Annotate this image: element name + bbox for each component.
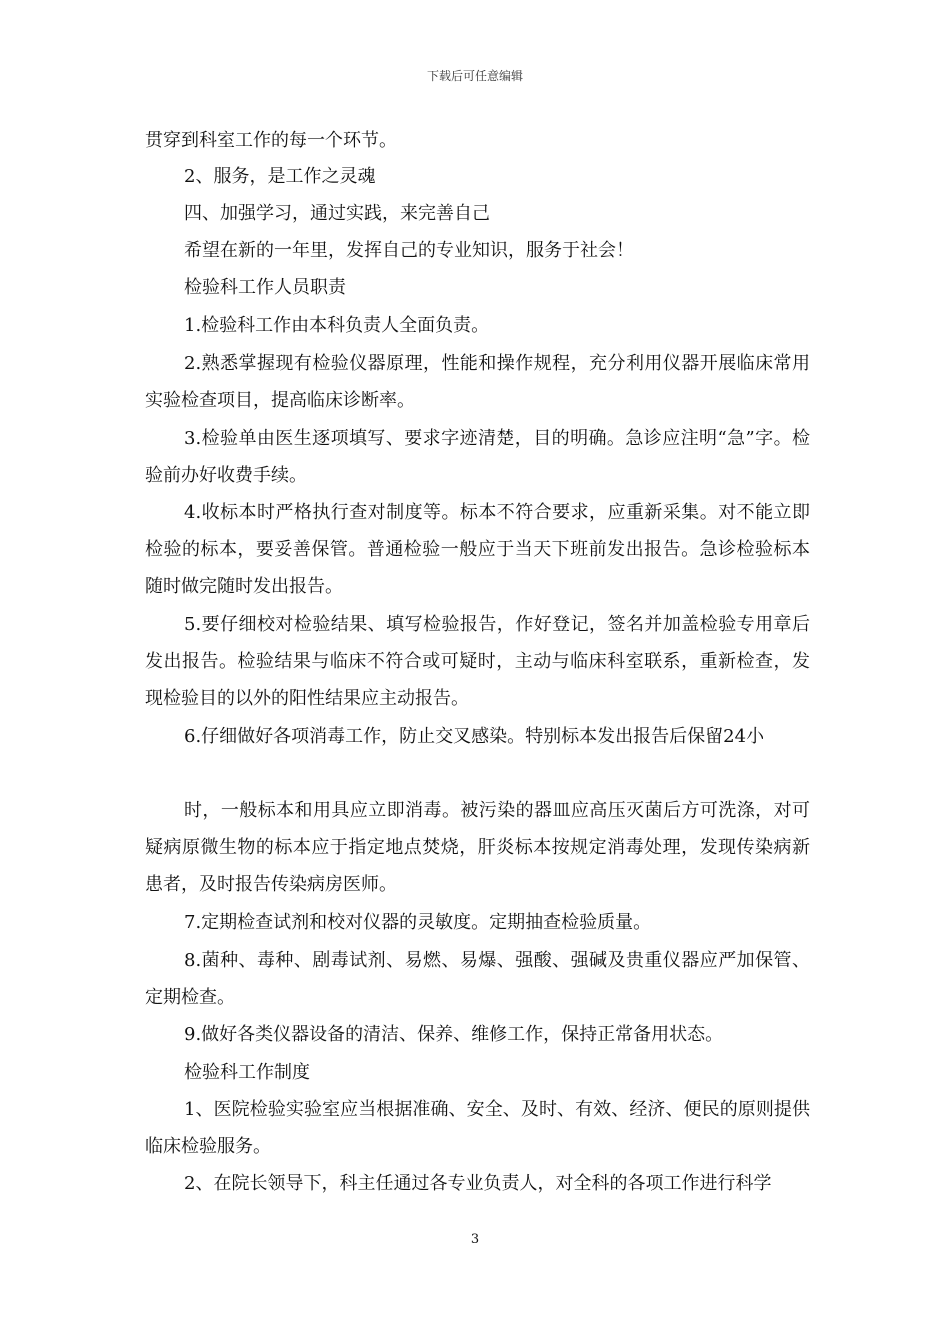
duty-item-7: 7.定期检查试剂和校对仪器的灵敏度。定期抽查检验质量。: [184, 912, 652, 933]
heading-work-system: 检验科工作制度: [184, 1062, 310, 1083]
duty-item-8: 8.菌种、毒种、剧毒试剂、易燃、易爆、强酸、强碱及贵重仪器应严加保管、定期检查。: [145, 950, 810, 1008]
duty-item-6: 6.仔细做好各项消毒工作，防止交叉感染。特别标本发出报告后保留24小: [184, 726, 765, 747]
paragraph-continuation: 贯穿到科室工作的每一个环节。: [145, 130, 397, 151]
duty-item-6-continued: 时，一般标本和用具应立即消毒。被污染的器皿应高压灭菌后方可洗涤，对可疑病原微生物的标本应于指定地点焚烧，肝炎标本按规定消毒处理，发现传染病新患者，及时报告传染病房医师。: [145, 800, 810, 895]
paragraph-section-four: 四、加强学习，通过实践，来完善自己: [184, 203, 490, 224]
paragraph-service: 2、服务，是工作之灵魂: [184, 166, 376, 187]
system-item-2: 2、在院长领导下，科主任通过各专业负责人，对全科的各项工作进行科学: [184, 1173, 772, 1194]
duty-item-4: 4.收标本时严格执行查对制度等。标本不符合要求，应重新采集。对不能立即检验的标本，要妥善保管。普通检验一般应于当天下班前发出报告。急诊检验标本随时做完随时发出报告。: [145, 502, 810, 597]
duty-item-2: 2.熟悉掌握现有检验仪器原理，性能和操作规程，充分利用仪器开展临床常用实验检查项目，提高临床诊断率。: [145, 353, 810, 411]
system-item-1: 1、医院检验实验室应当根据准确、安全、及时、有效、经济、便民的原则提供临床检验服务。: [145, 1099, 810, 1157]
duty-item-9: 9.做好各类仪器设备的清洁、保养、维修工作，保持正常备用状态。: [184, 1024, 724, 1045]
duty-item-5: 5.要仔细校对检验结果、填写检验报告，作好登记，签名并加盖检验专用章后发出报告。检验结果与临床不符合或可疑时，主动与临床科室联系，重新检查，发现检验目的以外的阳性结果应主动报告。: [145, 614, 810, 709]
page-number: 3: [470, 1232, 480, 1247]
heading-staff-duties: 检验科工作人员职责: [184, 277, 346, 298]
paragraph-hope: 希望在新的一年里，发挥自己的专业知识，服务于社会！: [184, 240, 634, 261]
duty-item-1: 1.检验科工作由本科负责人全面负责。: [184, 315, 490, 336]
page-header: 下载后可任意编辑: [426, 69, 523, 83]
duty-item-3: 3.检验单由医生逐项填写、要求字迹清楚，目的明确。急诊应注明“急”字。检验前办好收费手续。: [145, 428, 810, 486]
